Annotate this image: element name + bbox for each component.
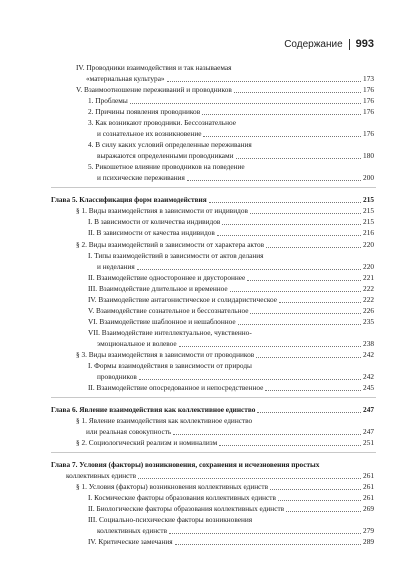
section-divider <box>51 187 376 188</box>
toc-page-number: 251 <box>363 438 374 447</box>
toc-entry <box>0 437 374 448</box>
dot-leader <box>175 544 361 545</box>
dot-leader <box>238 324 361 325</box>
toc-page-number: 220 <box>363 240 374 249</box>
toc-entry <box>0 250 374 261</box>
toc-entry <box>0 239 374 250</box>
toc-page-number: 222 <box>363 284 374 293</box>
toc-page-number: 261 <box>363 471 374 480</box>
toc-entry <box>0 470 374 481</box>
toc-entry <box>0 316 374 327</box>
dot-leader <box>209 202 361 203</box>
dot-leader <box>256 357 361 358</box>
toc-page-number: 222 <box>363 295 374 304</box>
toc-entry <box>0 272 374 283</box>
toc-entry-text: § 2. Виды взаимодействий в зависимости от характера актов <box>76 240 265 249</box>
dot-leader <box>173 434 361 435</box>
toc-page-number: 215 <box>363 195 374 204</box>
toc-entry <box>0 128 374 139</box>
toc-entry-text: и неделания <box>97 262 135 271</box>
toc-entry-text: § 1. Условия (факторы) возникновения коллективных единств <box>76 482 269 491</box>
toc-entry-text: IV. Взаимодействие антагонистическое и солидаристическое <box>88 295 278 304</box>
toc-entry <box>0 503 374 514</box>
dot-leader <box>257 412 361 413</box>
dot-leader <box>286 511 361 512</box>
toc-entry-text: коллективных единств <box>97 526 168 535</box>
toc-entry <box>0 73 374 84</box>
toc-page-number: 247 <box>363 405 374 414</box>
toc-entry <box>0 106 374 117</box>
toc-entry <box>0 404 374 415</box>
toc-entry-text: и психические переживания <box>97 173 185 182</box>
toc-page-number: 215 <box>363 217 374 226</box>
toc-entry <box>0 161 374 172</box>
toc-entry-text: II. Взаимодействие опосредованное и непосредственное <box>88 383 264 392</box>
toc-page-number: 235 <box>363 317 374 326</box>
toc-entry-text: V. Взаимоотношение переживаний и проводников <box>76 85 232 94</box>
toc-entry <box>0 172 374 183</box>
toc-entry-text: «материальная культура» <box>86 74 165 83</box>
toc-entry <box>0 327 374 338</box>
toc-entry <box>0 481 374 492</box>
dot-leader <box>270 489 361 490</box>
toc-entry-text: VII. Взаимодействие интеллектуальное, чувственно- <box>88 328 252 337</box>
dot-leader <box>217 235 361 236</box>
toc-entry <box>0 305 374 316</box>
header-page-number: 993 <box>355 38 374 50</box>
toc-page-number: 176 <box>363 107 374 116</box>
toc-page-number: 176 <box>363 85 374 94</box>
toc-entry-text: § 2. Социологический реализм и номинализм <box>76 438 218 447</box>
chapter-title: Глава 7. Условия (факторы) возникновения, сохранения и исчезновения простых <box>51 460 320 469</box>
toc-entry <box>0 194 374 205</box>
dot-leader <box>203 136 361 137</box>
dot-leader <box>222 224 361 225</box>
dot-leader <box>250 313 361 314</box>
toc-page-number: 289 <box>363 537 374 546</box>
toc-page-number: 176 <box>363 129 374 138</box>
toc-page-number: 226 <box>363 306 374 315</box>
dot-leader <box>279 302 361 303</box>
toc-entry-text: 1. Проблемы <box>88 96 128 105</box>
toc-entry <box>0 95 374 106</box>
toc-entry <box>0 150 374 161</box>
toc-entry-text: I. Формы взаимодействия в зависимости от природы <box>88 361 252 370</box>
dot-leader <box>202 114 361 115</box>
toc-entry-text: § 3. Виды взаимодействия в зависимости от проводников <box>76 350 255 359</box>
toc-entry-text: выражаются определенными проводниками <box>97 151 234 160</box>
toc-entry-text: эмоциональное и волевое <box>97 339 177 348</box>
dot-leader <box>187 180 361 181</box>
toc-entry-text: 3. Как возникают проводники. Бессознательное <box>88 118 236 127</box>
toc-entry <box>0 216 374 227</box>
toc-page-number: 200 <box>363 173 374 182</box>
toc-entry-text: или реальная совокупность <box>86 427 172 436</box>
toc-entry <box>0 382 374 393</box>
toc-page-number: 238 <box>363 339 374 348</box>
toc-entry-text: VI. Взаимодействие шаблонное и нешаблонное <box>88 317 236 326</box>
toc-page-number: 215 <box>363 206 374 215</box>
toc-entry-text: III. Взаимодействие длительное и временное <box>88 284 228 293</box>
toc-entry <box>0 205 374 216</box>
toc-entry-text: II. Биологические факторы образования коллективных единств <box>88 504 285 513</box>
toc-page-number: 173 <box>363 74 374 83</box>
toc-entry-text: коллективных единств <box>66 471 137 480</box>
toc-entry <box>0 227 374 238</box>
toc-entry <box>0 492 374 503</box>
toc-entry-text: I. В зависимости от количества индивидов <box>88 217 221 226</box>
toc-page-number: 221 <box>363 273 374 282</box>
chapter-title: Глава 5. Классификация форм взаимодействия <box>51 195 207 204</box>
toc-entry <box>0 426 374 437</box>
toc-entry <box>0 349 374 360</box>
dot-leader <box>247 280 361 281</box>
dot-leader <box>265 390 361 391</box>
toc-entry <box>0 62 374 73</box>
toc-entry-text: II. В зависимости от качества индивидов <box>88 228 215 237</box>
toc-entry <box>0 536 374 547</box>
toc-entry <box>0 261 374 272</box>
toc-entry <box>0 525 374 536</box>
toc-page-number: 279 <box>363 526 374 535</box>
toc-page-number: 242 <box>363 350 374 359</box>
header-separator <box>349 39 350 50</box>
toc-entry-text: 4. В силу каких условий определенные переживания <box>88 140 252 149</box>
section-divider <box>51 397 376 398</box>
toc-entry-text: § 1. Явление взаимодействия как коллективное единство <box>76 416 253 425</box>
header-title: Содержание <box>284 38 343 50</box>
toc-page-number: 261 <box>363 482 374 491</box>
toc-page-number: 176 <box>363 96 374 105</box>
toc-page-number: 180 <box>363 151 374 160</box>
dot-leader <box>179 346 361 347</box>
dot-leader <box>250 213 361 214</box>
toc-entry-text: IV. Критические замечания <box>88 537 173 546</box>
toc-entry <box>0 117 374 128</box>
chapter-title: Глава 6. Явление взаимодействия как коллективное единство <box>51 405 256 414</box>
toc-entry-text: 2. Причины появления проводников <box>88 107 201 116</box>
section-divider <box>51 452 376 453</box>
dot-leader <box>137 269 361 270</box>
toc-page-number: 261 <box>363 493 374 502</box>
toc-entry <box>0 294 374 305</box>
toc-entry-text: I. Типы взаимодействий в зависимости от актов делания <box>88 251 264 260</box>
dot-leader <box>138 478 361 479</box>
toc-entry <box>0 459 374 470</box>
toc-entry-text: I. Космические факторы образования коллективных единств <box>88 493 276 502</box>
toc-entry <box>0 283 374 294</box>
running-header <box>284 38 374 50</box>
toc-page-number: 220 <box>363 262 374 271</box>
dot-leader <box>167 81 361 82</box>
toc-entry-text: § 1. Виды взаимодействия в зависимости от индивидов <box>76 206 248 215</box>
dot-leader <box>266 247 361 248</box>
toc-entry-text: проводников <box>97 372 137 381</box>
toc-page-number: 245 <box>363 383 374 392</box>
toc-entry <box>0 371 374 382</box>
toc-entry <box>0 514 374 525</box>
toc-entry <box>0 139 374 150</box>
dot-leader <box>139 379 361 380</box>
dot-leader <box>278 500 361 501</box>
toc-entry-text: IV. Проводники взаимодействия и так называемая <box>76 63 232 72</box>
dot-leader <box>230 291 361 292</box>
toc-entry <box>0 338 374 349</box>
toc-entry-text: II. Взаимодействие одностороннее и двустороннее <box>88 273 246 282</box>
toc-page-number: 247 <box>363 427 374 436</box>
toc-page-number: 216 <box>363 228 374 237</box>
toc-page-number: 269 <box>363 504 374 513</box>
toc-entry-text: V. Взаимодействие сознательное и бессознательное <box>88 306 249 315</box>
dot-leader <box>234 92 361 93</box>
toc-page-number: 242 <box>363 372 374 381</box>
dot-leader <box>219 445 361 446</box>
toc-entry <box>0 360 374 371</box>
toc-entry <box>0 84 374 95</box>
dot-leader <box>236 158 361 159</box>
toc-entry-text: 5. Рикошетное влияние проводников на поведение <box>88 162 245 171</box>
toc-entry <box>0 415 374 426</box>
toc-entry-text: III. Социально-психические факторы возникновения <box>88 515 253 524</box>
dot-leader <box>169 533 361 534</box>
toc-entry-text: и сознательное их возникновение <box>97 129 202 138</box>
dot-leader <box>130 103 361 104</box>
